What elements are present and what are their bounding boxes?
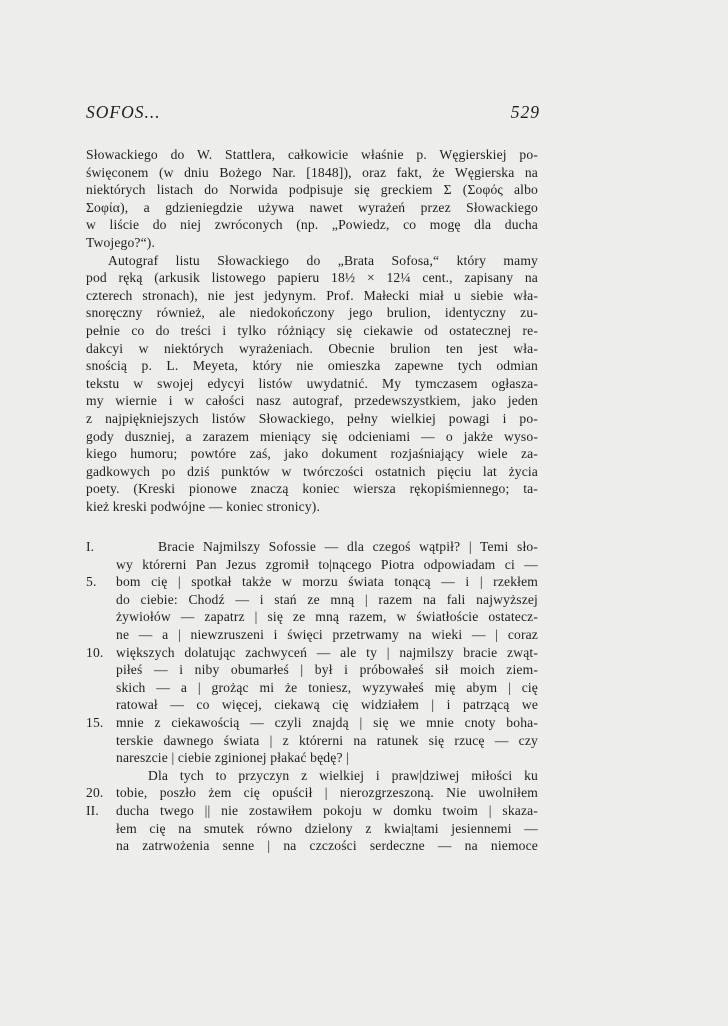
letter-line-text: łem cię na smutek równo dzielony z kwia|tami jesiennemi —: [116, 820, 538, 836]
text-line: kież kreski podwójne — koniec stronicy).: [86, 498, 321, 514]
letter-line: [86, 608, 538, 626]
letter-line-text: ratował — co więcej, ciekawą cię widziałem | i patrzącą we: [116, 697, 538, 713]
letter-line-text: do ciebie: Chodź — i stań ze mną | razem na fali najwyższej: [116, 591, 538, 607]
text-line: w liście do niej zwróconych (np. „Powiedz, co mogę dla ducha: [86, 217, 538, 233]
letter-line-text: skich — a | grożąc mi że toniesz, wyzywałeś mię abym | cię: [116, 679, 538, 695]
running-title: SOFOS...: [86, 102, 161, 122]
letter-line-text: tobie, poszło żem cię opuścił | nierozgrzeszoną. Nie uwolniłem: [116, 785, 538, 801]
text-line: poety. (Kreski pionowe znaczą koniec wiersza rękopiśmiennego; ta-: [86, 481, 538, 497]
intro-text: [86, 146, 538, 515]
text-line: tekstu w swojej edycyi listów uwydatnić. My tymczasem ogłasza-: [86, 375, 538, 391]
line-number: 15.: [86, 714, 104, 730]
letter-transcription: [86, 538, 538, 855]
letter-line: [86, 573, 538, 591]
line-number: 5.: [86, 574, 97, 590]
letter-line: [86, 767, 538, 785]
text-line: święconem (w dniu Bożego Nar. [1848]), oraz fakt, że Węgierska na: [86, 164, 538, 180]
letter-line: [86, 626, 538, 644]
text-line: pełnie co do treści i tylko różniący się ciekawie od ostatecznej re-: [86, 322, 538, 338]
text-line: my wiernie i w całości nasz autograf, przedewszystkiem, jako jeden: [86, 393, 538, 409]
text-line: niektórych listach do Norwida podpisuje się greckiem Σ (Σοφός albo: [86, 182, 538, 198]
text-line: gody duszniej, a zarazem mieniący się odcieniami — o jakże wyso-: [86, 428, 538, 444]
letter-line: [86, 749, 538, 767]
text-line: pod ręką (arkusik listowego papieru 18½ × 12¼ cent., zapisany na: [86, 270, 538, 286]
letter-line-text: ne — a | niewzruszeni i święci przetrwamy na wieki — | coraz: [116, 626, 538, 642]
letter-line-text: większych dolatując zachwyceń — ale ty | najmilszy bracie zwąt-: [116, 644, 538, 660]
text-line: snością p. L. Meyeta, który nie omieszka zapewne tych odmian: [86, 358, 538, 374]
letter-line: [86, 661, 538, 679]
text-line: dakcyi w niektórych wyrażeniach. Obecnie brulion ten jest wła-: [86, 340, 538, 356]
letter-line-text: Bracie Najmilszy Sofossie — dla czegoś wątpił? | Temi sło-: [158, 539, 538, 554]
letter-line: [86, 714, 538, 732]
letter-line-text: bom cię | spotkał także w morzu świata tonącą — i | rzekłem: [116, 574, 538, 590]
letter-line: [86, 820, 538, 838]
letter-line-text: ducha twego || nie zostawiłem pokoju w domku twoim | skaza-: [116, 802, 538, 818]
text-line: Twojego?“).: [86, 234, 156, 250]
letter-line: [86, 802, 538, 820]
letter-line-text: piłeś — i niby obumarłeś | był i próbowałeś sił moich ziem-: [116, 662, 538, 678]
text-line: czterech stronach), nie jest jedynym. Prof. Małecki miał u siebie wła-: [86, 287, 538, 303]
text-line: Autograf listu Słowackiego do „Brata Sofosa,“ który mamy: [108, 252, 538, 268]
letter-line-text: na zatrwożenia senne | na czczości serdeczne — na niemoce: [116, 838, 538, 854]
letter-line: [86, 591, 538, 609]
letter-line: [86, 696, 538, 714]
text-line: snoręczny również, ale niedokończony jego brulion, identyczny zu-: [86, 305, 538, 321]
letter-line: [86, 538, 538, 556]
letter-line-text: mnie z ciekawością — czyli znajdą | się we mnie cnoty boha-: [116, 714, 538, 730]
letter-line: [86, 837, 538, 855]
letter-line-text: wy którerni Pan Jezus zgromił to|nącego Piotra odpowiadam ci —: [116, 556, 538, 572]
line-number: 20.: [86, 785, 104, 801]
page-number: 529: [510, 102, 540, 122]
line-number: II.: [86, 802, 99, 818]
letter-line: [86, 732, 538, 750]
letter-line: [86, 556, 538, 574]
letter-line-text: Dla tych to przyczyn z wielkiej i praw|dziwej miłości ku: [148, 767, 538, 783]
text-line: z najpiękniejszych listów Słowackiego, pełny wielkiej powagi i po-: [86, 410, 538, 426]
line-number: I.: [86, 539, 95, 554]
text-line: kiego humoru; powtóre zaś, jako dokument rozjaśniający wiele za-: [86, 446, 538, 462]
letter-line-text: terskie dawnego świata | z którerni na ratunek się rzucę — czy: [116, 732, 538, 748]
running-header: [86, 102, 540, 123]
text-line: Σοφία), a gdzieniegdzie używa nawet wyrażeń przez Słowackiego: [86, 199, 538, 215]
letter-line: [86, 679, 538, 697]
letter-line-text: nareszcie | ciebie zginionej płakać będę? |: [116, 750, 350, 766]
text-line: Słowackiego do W. Stattlera, całkowicie właśnie p. Węgierskiej po-: [86, 147, 538, 162]
letter-line: [86, 644, 538, 662]
letter-line-text: żywiołów — zapatrz | się ze mną razem, w światłoście ostatecz-: [116, 609, 538, 625]
letter-line: [86, 784, 538, 802]
line-number: 10.: [86, 644, 104, 660]
text-line: gadkowych po dziś punktów w twórczości ostatnich pięciu lat życia: [86, 463, 538, 479]
